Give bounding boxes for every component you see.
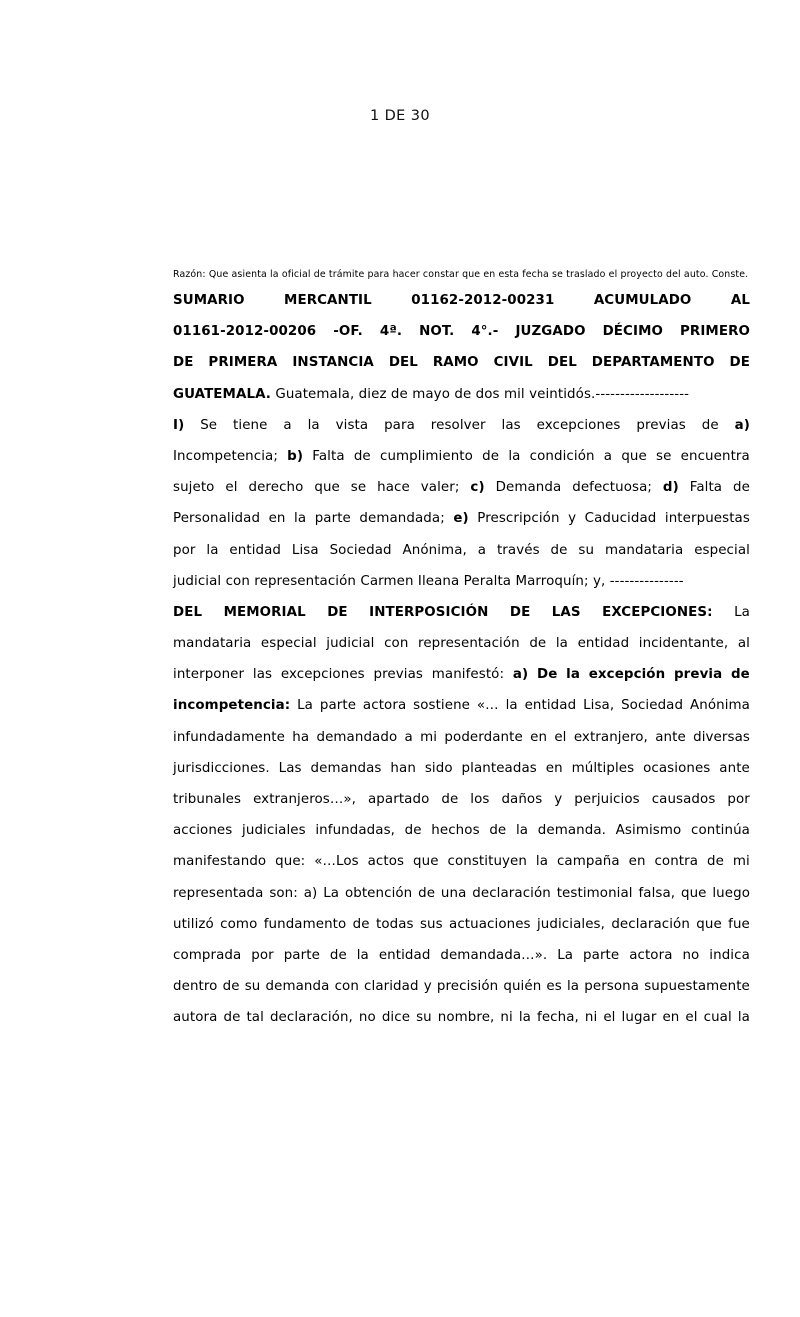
body-text: una bbox=[440, 885, 467, 901]
emphasized-text: NOT. bbox=[419, 324, 455, 340]
emphasized-text: LAS bbox=[551, 604, 581, 620]
body-text: que bbox=[680, 885, 707, 901]
document-line bbox=[173, 722, 750, 753]
emphasized-text: DEL bbox=[547, 355, 577, 371]
body-text: campaña bbox=[556, 854, 620, 870]
emphasized-text: e) bbox=[453, 511, 469, 527]
emphasized-text: de bbox=[731, 667, 750, 683]
emphasized-text: -OF. bbox=[333, 324, 363, 340]
body-text: que bbox=[314, 480, 340, 496]
body-text: representada bbox=[173, 885, 264, 901]
body-text: mi bbox=[420, 729, 438, 745]
emphasized-text: 01161-2012-00206 bbox=[173, 324, 317, 340]
document-line bbox=[173, 379, 750, 410]
body-text: sido bbox=[424, 760, 453, 776]
body-text: las bbox=[252, 667, 273, 683]
body-text: persona bbox=[584, 979, 640, 995]
body-text: través bbox=[496, 542, 540, 558]
body-text: en bbox=[662, 1010, 680, 1026]
body-text: ni bbox=[584, 1010, 598, 1026]
body-text: de bbox=[482, 448, 500, 464]
body-text: la bbox=[505, 698, 518, 714]
body-text: la bbox=[206, 542, 219, 558]
body-text: se bbox=[350, 480, 367, 496]
body-text: precisión bbox=[436, 979, 499, 995]
emphasized-text: MERCANTIL bbox=[284, 293, 372, 308]
body-text: de bbox=[733, 480, 750, 496]
body-text: a bbox=[404, 729, 413, 745]
body-text: fundamento bbox=[263, 916, 347, 932]
body-text: mi bbox=[732, 854, 750, 870]
body-text: acciones bbox=[173, 823, 233, 839]
body-text: a bbox=[283, 417, 292, 433]
body-text: Anónima, bbox=[402, 542, 467, 558]
emphasized-text: MEMORIAL bbox=[223, 604, 306, 620]
body-text: planteadas bbox=[461, 760, 537, 776]
body-text: con bbox=[334, 979, 359, 995]
body-text: perjuicios bbox=[574, 792, 640, 807]
body-text: causados bbox=[651, 792, 716, 807]
body-text: contra bbox=[654, 854, 699, 870]
emphasized-text: De bbox=[536, 667, 558, 683]
body-text: de bbox=[701, 417, 719, 433]
emphasized-text: DEL bbox=[388, 355, 418, 371]
body-text: demandado bbox=[316, 729, 398, 745]
body-text: ante bbox=[719, 760, 750, 776]
body-text: que: bbox=[275, 854, 306, 870]
emphasized-text: DEPARTAMENTO bbox=[591, 355, 715, 371]
body-text: múltiples bbox=[571, 760, 635, 776]
emphasized-text: AL bbox=[730, 293, 750, 308]
document-line bbox=[173, 316, 750, 347]
document-line bbox=[173, 285, 750, 316]
body-text: a) bbox=[303, 885, 318, 901]
body-text: su bbox=[578, 542, 595, 558]
body-text: ha bbox=[292, 729, 310, 745]
body-text: y bbox=[554, 792, 563, 807]
body-text: las bbox=[501, 417, 521, 433]
page-number-header: 1 DE 30 bbox=[369, 108, 431, 124]
body-text: Caducidad bbox=[584, 511, 657, 527]
body-text: los bbox=[470, 792, 490, 807]
body-text: actora bbox=[629, 947, 673, 963]
body-text: en bbox=[268, 511, 286, 527]
document-line bbox=[173, 535, 750, 566]
document-line bbox=[173, 784, 750, 815]
body-text: lugar bbox=[621, 1010, 657, 1026]
body-text: La bbox=[297, 698, 313, 714]
body-text: de bbox=[404, 823, 422, 839]
body-text: la bbox=[518, 1010, 531, 1026]
body-text: excepciones bbox=[536, 417, 621, 433]
emphasized-text: a) bbox=[512, 667, 529, 683]
body-text: previas bbox=[636, 417, 686, 433]
body-text: tiene bbox=[233, 417, 268, 433]
document-line bbox=[173, 410, 750, 441]
document-line bbox=[173, 971, 750, 1002]
body-text: especial bbox=[694, 542, 750, 558]
body-text: de bbox=[441, 792, 459, 807]
body-text: daños bbox=[501, 792, 543, 807]
body-text: ------------------- bbox=[595, 386, 690, 402]
emphasized-text: ACUMULADO bbox=[593, 293, 692, 308]
emphasized-text: previa bbox=[674, 667, 723, 683]
emphasized-text: EXCEPCIONES: bbox=[602, 604, 713, 620]
body-text: Las bbox=[278, 760, 302, 776]
body-text: tribunales bbox=[173, 792, 242, 807]
body-text: cumplimiento bbox=[379, 448, 473, 464]
body-text: su bbox=[416, 1010, 432, 1026]
body-text: la bbox=[566, 979, 580, 995]
emphasized-text: GUATEMALA. bbox=[173, 386, 271, 402]
body-text: tal bbox=[246, 1010, 264, 1026]
body-text: defectuosa; bbox=[572, 480, 652, 496]
body-text: de bbox=[418, 885, 436, 901]
body-text: el bbox=[225, 480, 238, 496]
body-text: ocasiones bbox=[643, 760, 711, 776]
body-text: sujeto bbox=[173, 480, 215, 496]
body-text: todas bbox=[375, 916, 414, 932]
emphasized-text: SUMARIO bbox=[173, 293, 245, 308]
body-text: La bbox=[734, 604, 750, 620]
body-text: La bbox=[557, 947, 574, 963]
body-text: --------------- bbox=[609, 573, 684, 589]
body-text: sostiene bbox=[413, 698, 471, 714]
body-text: entidad bbox=[378, 947, 431, 963]
body-text: extranjeros…», bbox=[253, 792, 357, 807]
body-text: parte bbox=[319, 698, 357, 714]
emphasized-text: CIVIL bbox=[493, 355, 533, 371]
body-text: la bbox=[307, 417, 320, 433]
emphasized-text: DE bbox=[327, 604, 348, 620]
emphasized-text: 4ª. bbox=[379, 324, 403, 340]
body-text: valer; bbox=[420, 480, 460, 496]
body-text: testimonial bbox=[556, 885, 633, 901]
body-text: vista bbox=[335, 417, 369, 433]
body-text: condición bbox=[529, 448, 595, 464]
body-text: extranjero, bbox=[573, 729, 648, 745]
emphasized-text: JUZGADO bbox=[515, 324, 586, 340]
body-text: encuentra bbox=[680, 448, 750, 464]
body-text: Se bbox=[200, 417, 218, 433]
body-text: entidad bbox=[577, 636, 630, 652]
body-text: la bbox=[515, 823, 529, 839]
body-text: parte bbox=[583, 947, 620, 963]
body-text: fue bbox=[728, 916, 750, 932]
body-text: no bbox=[682, 947, 700, 963]
body-text: claridad bbox=[364, 979, 419, 995]
body-text: excepciones bbox=[280, 667, 365, 683]
document-line bbox=[173, 472, 750, 503]
body-text: declaración bbox=[611, 916, 690, 932]
body-text: el bbox=[685, 1010, 698, 1026]
body-text: declaración bbox=[472, 885, 551, 901]
body-text: jurisdicciones. bbox=[173, 760, 270, 776]
emphasized-text: INSTANCIA bbox=[292, 355, 374, 371]
emphasized-text: PRIMERO bbox=[680, 324, 750, 340]
emphasized-text: I) bbox=[173, 417, 185, 433]
body-text: demandada…». bbox=[440, 947, 548, 963]
document-line bbox=[173, 659, 750, 690]
body-text: han bbox=[390, 760, 416, 776]
emphasized-text: c) bbox=[470, 480, 485, 496]
body-text: la bbox=[535, 854, 549, 870]
document-line bbox=[173, 753, 750, 784]
body-text: previas bbox=[373, 667, 423, 683]
body-text: Guatemala, diez de mayo de dos mil veintidós. bbox=[270, 386, 596, 402]
document-line bbox=[173, 597, 750, 628]
body-text: ante bbox=[655, 729, 686, 745]
body-text: Lisa, bbox=[583, 698, 615, 714]
body-text: Demanda bbox=[495, 480, 562, 496]
document-line bbox=[173, 347, 750, 378]
emphasized-text: PRIMERA bbox=[208, 355, 278, 371]
body-text: judiciales, bbox=[536, 916, 605, 932]
body-text: representación bbox=[418, 636, 520, 652]
body-text: demanda. bbox=[537, 823, 606, 839]
body-text: demandada; bbox=[359, 511, 445, 527]
emphasized-text: DEL bbox=[173, 604, 203, 620]
body-text: resolver bbox=[430, 417, 486, 433]
body-text: poderdante bbox=[444, 729, 523, 745]
body-text: de bbox=[550, 542, 568, 558]
body-text: de bbox=[329, 947, 347, 963]
emphasized-text: a) bbox=[734, 417, 750, 433]
document-line bbox=[173, 628, 750, 659]
document-line bbox=[173, 441, 750, 472]
emphasized-text: 4°.- bbox=[471, 324, 499, 340]
body-text: como bbox=[220, 916, 258, 932]
body-text: en bbox=[545, 760, 563, 776]
body-text: que bbox=[413, 854, 439, 870]
body-text: para bbox=[384, 417, 415, 433]
body-text: entidad bbox=[524, 698, 577, 714]
document-line bbox=[173, 815, 750, 846]
body-text: utilizó bbox=[173, 916, 214, 932]
body-text: Sociedad bbox=[329, 542, 392, 558]
body-text: dentro bbox=[173, 979, 218, 995]
body-text: en bbox=[530, 729, 548, 745]
body-text: Falta bbox=[689, 480, 723, 496]
body-text: que bbox=[696, 916, 722, 932]
body-text: Prescripción bbox=[477, 511, 560, 527]
body-text: declaración, bbox=[269, 1010, 353, 1026]
emphasized-text: DÉCIMO bbox=[602, 324, 663, 340]
body-text: sus bbox=[419, 916, 443, 932]
body-text: judiciales bbox=[242, 823, 306, 839]
body-text: mandataria bbox=[604, 542, 684, 558]
body-text: falsa, bbox=[638, 885, 676, 901]
body-text: judicial con representación Carmen Ileana Peralta Marroquín; y, bbox=[173, 573, 610, 589]
body-text: apartado bbox=[368, 792, 430, 807]
body-text: hace bbox=[377, 480, 410, 496]
body-text: entidad bbox=[229, 542, 282, 558]
body-text: que bbox=[621, 448, 647, 464]
body-text: interponer bbox=[173, 667, 245, 683]
body-text: de bbox=[353, 448, 371, 464]
body-text: de bbox=[222, 979, 240, 995]
document-line bbox=[173, 690, 750, 721]
body-text: son: bbox=[269, 885, 298, 901]
body-text: derecho bbox=[248, 480, 304, 496]
body-text: autora bbox=[173, 1010, 218, 1026]
body-text: incidentante, bbox=[638, 636, 729, 652]
body-text: se bbox=[656, 448, 672, 464]
body-text: de bbox=[529, 636, 547, 652]
body-text: quién bbox=[503, 979, 542, 995]
document-text-lines bbox=[173, 285, 750, 1034]
body-text: obtención bbox=[344, 885, 413, 901]
body-text: Sociedad bbox=[621, 698, 684, 714]
body-text: hechos bbox=[431, 823, 480, 839]
body-text: la bbox=[294, 511, 307, 527]
body-text: a bbox=[477, 542, 487, 558]
body-text: Asimismo bbox=[615, 823, 682, 839]
body-text: manifestó: bbox=[431, 667, 505, 683]
emphasized-text: DE bbox=[509, 604, 531, 620]
body-text: manifestando bbox=[173, 854, 267, 870]
body-text: actora bbox=[362, 698, 407, 714]
body-text: la bbox=[508, 448, 521, 464]
body-text: mandataria bbox=[173, 636, 252, 652]
body-text: «…Los bbox=[314, 854, 359, 870]
body-text: infundadamente bbox=[173, 729, 285, 745]
body-text: su bbox=[244, 979, 261, 995]
body-text: es bbox=[546, 979, 562, 995]
emphasized-text: d) bbox=[662, 480, 679, 496]
body-text: por bbox=[727, 792, 750, 807]
body-text: interpuestas bbox=[664, 511, 750, 527]
body-text: el bbox=[603, 1010, 616, 1026]
document-line bbox=[173, 909, 750, 940]
emphasized-text: b) bbox=[287, 448, 304, 464]
body-text: fecha, bbox=[537, 1010, 579, 1026]
body-text: de bbox=[489, 823, 507, 839]
emphasized-text: 01162-2012-00231 bbox=[411, 293, 555, 308]
body-text: ni bbox=[500, 1010, 513, 1026]
body-text: Personalidad bbox=[173, 511, 261, 527]
body-text: cual bbox=[703, 1010, 732, 1026]
body-text: demandas bbox=[310, 760, 382, 776]
body-text: a bbox=[603, 448, 613, 464]
body-text: de bbox=[352, 916, 370, 932]
body-text: con bbox=[384, 636, 409, 652]
body-text: no bbox=[358, 1010, 376, 1026]
body-text: dice bbox=[381, 1010, 411, 1026]
emphasized-text: excepción bbox=[588, 667, 666, 683]
body-text: Falta bbox=[312, 448, 345, 464]
body-text: por bbox=[173, 542, 196, 558]
body-text: por bbox=[251, 947, 274, 963]
emphasized-text: INTERPOSICIÓN bbox=[369, 604, 489, 620]
body-text: constituyen bbox=[447, 854, 527, 870]
body-text: parte bbox=[283, 947, 320, 963]
body-text: supuestamente bbox=[644, 979, 750, 995]
document-line bbox=[173, 1002, 750, 1033]
document-line bbox=[173, 503, 750, 534]
body-text: La bbox=[323, 885, 340, 901]
body-text: el bbox=[554, 729, 567, 745]
body-text: la bbox=[356, 947, 369, 963]
body-text: infundadas, bbox=[315, 823, 395, 839]
body-text: Incompetencia; bbox=[173, 448, 278, 464]
body-text: actos bbox=[367, 854, 405, 870]
body-text: la bbox=[737, 1010, 750, 1026]
document-line bbox=[173, 940, 750, 971]
body-text: luego bbox=[712, 885, 750, 901]
body-text: especial bbox=[260, 636, 317, 652]
razon-note: Razón: Que asienta la oficial de trámite para hacer constar que en esta fecha se traslado el proyecto del auto. Conste. bbox=[173, 269, 749, 280]
body-text: continúa bbox=[690, 823, 750, 839]
body-text: judicial bbox=[326, 636, 375, 652]
body-text: Lisa bbox=[291, 542, 319, 558]
emphasized-text: RAMO bbox=[432, 355, 479, 371]
body-text: Anónima bbox=[689, 698, 750, 714]
body-text: la bbox=[555, 636, 568, 652]
body-text: comprada bbox=[173, 947, 242, 963]
emphasized-text: la bbox=[566, 667, 580, 683]
body-text: parte bbox=[314, 511, 351, 527]
emphasized-text: DE bbox=[173, 355, 194, 371]
body-text: y bbox=[423, 979, 432, 995]
body-text: al bbox=[737, 636, 750, 652]
body-text: demanda bbox=[265, 979, 330, 995]
emphasized-text: incompetencia: bbox=[173, 698, 291, 714]
emphasized-text: DE bbox=[729, 355, 750, 371]
body-text: «… bbox=[476, 698, 499, 714]
document-line bbox=[173, 878, 750, 909]
document-body bbox=[173, 268, 750, 1034]
body-text: indica bbox=[709, 947, 750, 963]
body-text: y bbox=[568, 511, 577, 527]
body-text: de bbox=[707, 854, 724, 870]
document-line bbox=[173, 846, 750, 877]
body-text: en bbox=[628, 854, 646, 870]
body-text: de bbox=[223, 1010, 241, 1026]
document-line bbox=[173, 566, 750, 597]
body-text: actuaciones bbox=[449, 916, 531, 932]
body-text: nombre, bbox=[437, 1010, 495, 1026]
body-text: diversas bbox=[693, 729, 750, 745]
